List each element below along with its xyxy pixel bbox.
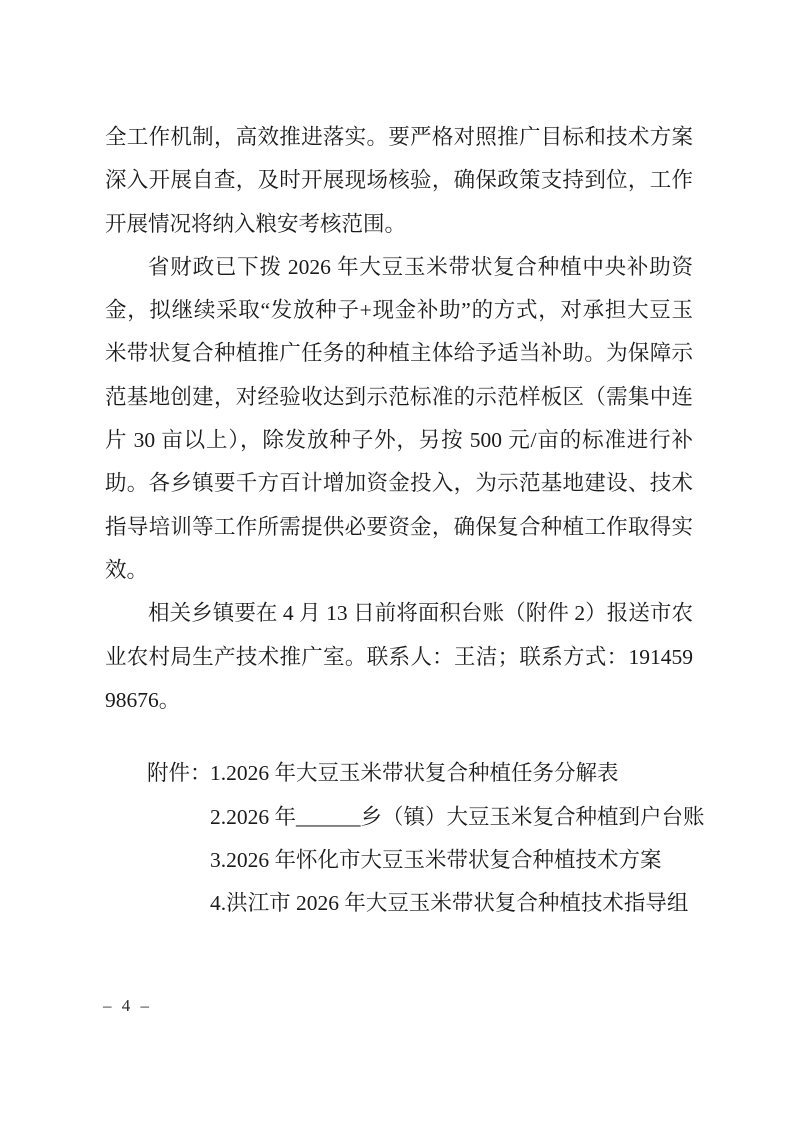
body-paragraph-subsidy-funds: 省财政已下拨 2026 年大豆玉米带状复合种植中央补助资金，拟继续采取“发放种子+现金补助”的方式，对承担大豆玉米带状复合种植推广任务的种植主体给予适当补助。为保障示范基地创建，对经验收达到示范标准的示范样板区（需集中连片 30 亩以上），除发放种子外，另按 500 元/亩的标准进行补助。各乡镇要千方百计增加资金投入，为示范基地建设、技术指导培训等工作所需提供必要资金，确保复合种植工作取得实效。 — [105, 254, 693, 582]
attachments-label: 附件： — [147, 761, 212, 786]
page-number: – 4 – — [103, 996, 152, 1015]
attachment-item-2: 2.2026 年______乡（镇）大豆玉米复合种植到户台账 — [210, 804, 705, 829]
attachment-item-1: 1.2026 年大豆玉米带状复合种植任务分解表 — [210, 761, 619, 786]
document-body — [105, 116, 705, 926]
body-paragraph-continuation: 全工作机制，高效推进落实。要严格对照推广目标和技术方案深入开展自查，及时开展现场核验，确保政策支持到位，工作开展情况将纳入粮安考核范围。 — [105, 125, 693, 236]
attachment-item-3: 3.2026 年怀化市大豆玉米带状复合种植技术方案 — [210, 847, 662, 872]
body-paragraph-reporting-contact: 相关乡镇要在 4 月 13 日前将面积台账（附件 2）报送市农业农村局生产技术推广室。联系人：王洁；联系方式：19145998676。 — [105, 601, 693, 712]
attachment-item-4: 4.洪江市 2026 年大豆玉米带状复合种植技术指导组 — [210, 891, 689, 916]
attachments-section — [105, 752, 705, 926]
